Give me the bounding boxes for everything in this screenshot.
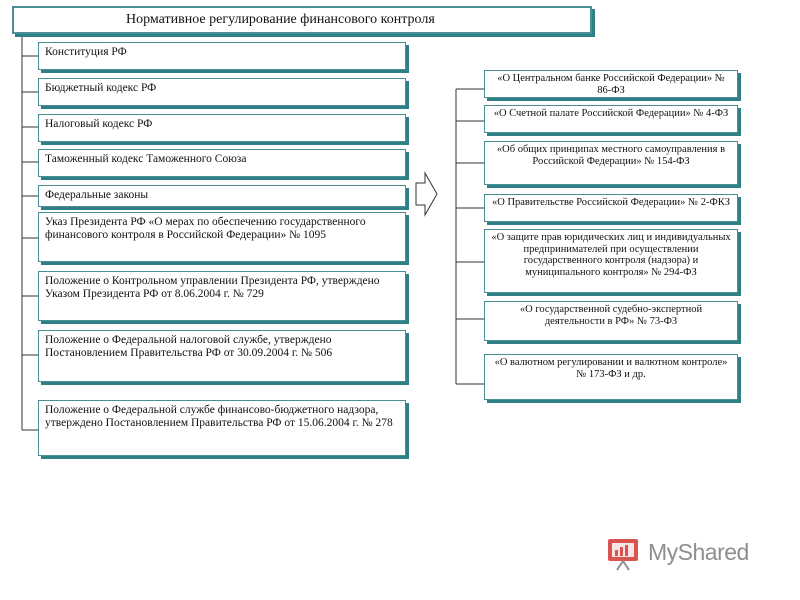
right-box-label: «Об общих принципах местного самоуправления в Российской Федерации» № 154-ФЗ	[496, 144, 726, 167]
right-box-local-government	[484, 141, 738, 185]
left-box-label: Налоговый кодекс РФ	[45, 118, 153, 130]
left-box-tax-code	[38, 114, 406, 142]
left-box-label: Положение о Федеральной службе финансово-бюджетного надзора, утверждено Постановлением Правительства РФ от 15.06.2004 г. № 278	[45, 404, 393, 429]
left-box-federal-laws	[38, 185, 406, 207]
left-box-tax-service	[38, 330, 406, 382]
watermark	[606, 536, 776, 576]
left-box-budget-supervision	[38, 400, 406, 456]
arrow-icon	[416, 173, 437, 215]
right-box-accounts-chamber	[484, 105, 738, 133]
right-box-label: «О защите прав юридических лиц и индивидуальных предпринимателей при осуществлении государственного контроля (надзора) и муниципального контроля» № 294-ФЗ	[491, 232, 731, 278]
left-box-label: Федеральные законы	[45, 189, 149, 201]
left-box-constitution	[38, 42, 406, 70]
left-box-label: Указ Президента РФ «О мерах по обеспечению государственного финансового контроля в Российской Федерации» № 1095	[45, 216, 366, 241]
right-box-label: «О Правительстве Российской Федерации» № 2-ФКЗ	[491, 197, 731, 208]
right-box-currency-regulation	[484, 354, 738, 400]
left-box-control-department	[38, 271, 406, 321]
watermark-text: MyShared	[648, 539, 749, 565]
left-box-label: Таможенный кодекс Таможенного Союза	[45, 153, 247, 165]
right-box-label: «О валютном регулировании и валютном контроле» № 173-ФЗ и др.	[494, 357, 728, 380]
right-box-label: «О государственной судебно-экспертной деятельности в РФ» № 73-ФЗ	[519, 304, 703, 327]
right-box-central-bank	[484, 70, 738, 98]
left-box-budget-code	[38, 78, 406, 106]
left-box-label: Положение о Федеральной налоговой службе, утверждено Постановлением Правительства РФ от 30.09.2004 г. № 506	[45, 334, 333, 359]
diagram-title-text: Нормативное регулирование финансового контроля	[126, 12, 435, 27]
right-box-forensic-expertise	[484, 301, 738, 341]
diagram-title	[12, 6, 592, 34]
right-box-rights-protection	[484, 229, 738, 293]
left-box-label: Бюджетный кодекс РФ	[45, 82, 157, 94]
left-box-label: Конституция РФ	[45, 46, 127, 58]
right-box-label: «О Центральном банке Российской Федерации» № 86-ФЗ	[497, 73, 725, 96]
left-box-presidential-decree	[38, 212, 406, 262]
right-box-government	[484, 194, 738, 222]
left-box-label: Положение о Контрольном управлении Президента РФ, утверждено Указом Президента РФ от 8.06.2004 г. № 729	[45, 275, 380, 300]
presentation-board-icon	[606, 536, 646, 572]
left-box-customs-code	[38, 149, 406, 177]
right-box-label: «О Счетной палате Российской Федерации» № 4-ФЗ	[493, 108, 729, 119]
